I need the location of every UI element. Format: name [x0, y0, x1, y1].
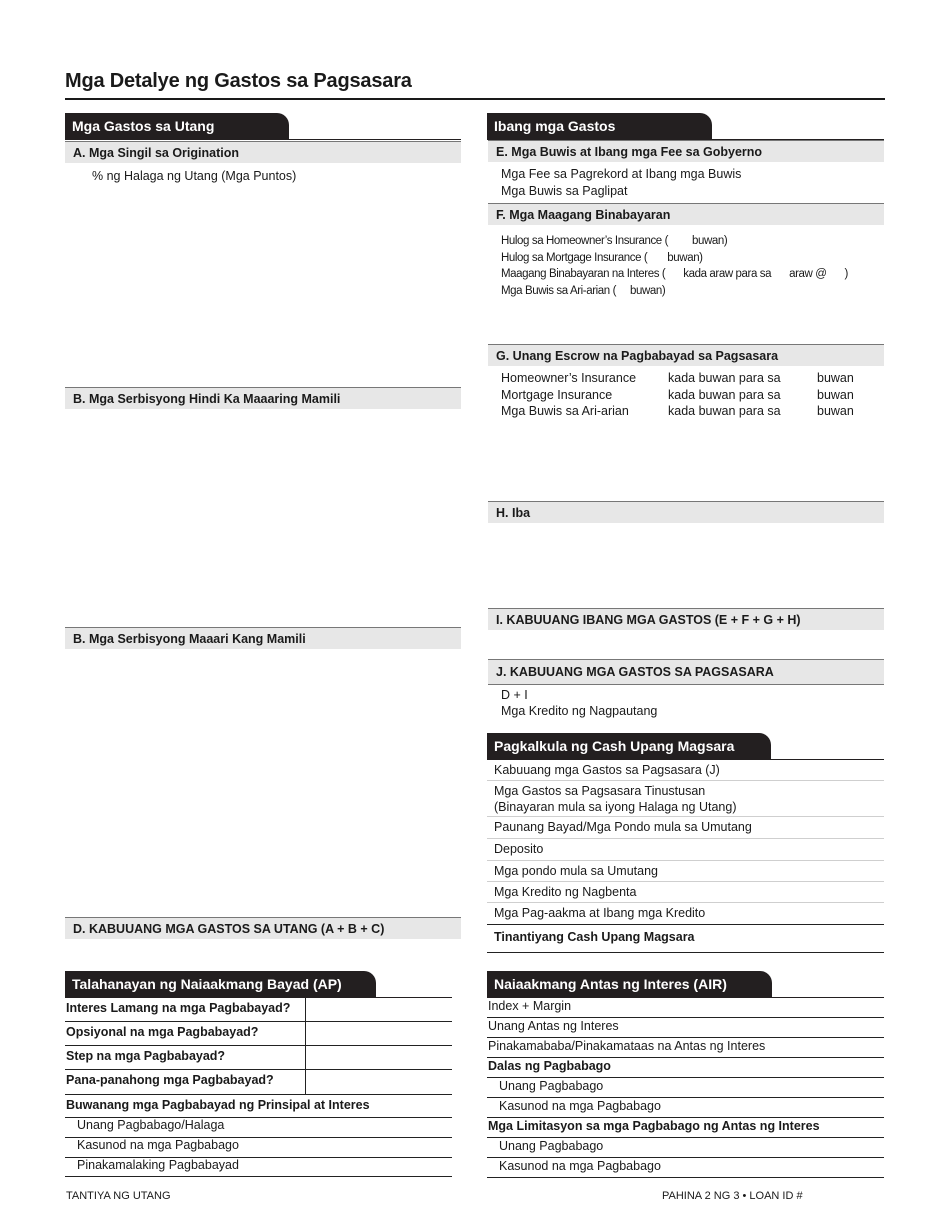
- footer-right: PAHINA 2 NG 3 • LOAN ID #: [662, 1190, 803, 1202]
- ap-value-cell: [305, 1022, 452, 1045]
- section-d-total-loan-costs: D. KABUUANG MGA GASTOS SA UTANG (A + B + C): [65, 917, 461, 939]
- section-f-header: F. Mga Maagang Binabayaran: [488, 203, 884, 225]
- air-row-limit-first-change: Unang Pagbabago: [487, 1138, 884, 1158]
- air-row-min-max-rate: Pinakamababa/Pinakamataas na Antas ng Interes: [487, 1038, 884, 1058]
- prepaid-interest: Maagang Binabayaran na Interes ( kada araw para sa araw @ ): [501, 268, 848, 280]
- other-costs-tab: Ibang mga Gastos: [487, 113, 712, 139]
- ap-value-cell: [305, 998, 452, 1021]
- section-b-cannot-shop-header: B. Mga Serbisyong Hindi Ka Maaaring Mamili: [65, 387, 461, 409]
- ap-row-seasonal-payments: Pana-panahong mga Pagbabayad?: [65, 1070, 452, 1095]
- page-title: Mga Detalye ng Gastos sa Pagsasara: [65, 70, 412, 92]
- ap-row-subsequent-changes: Kasunod na mga Pagbabago: [65, 1138, 452, 1158]
- lender-credits-label: Mga Kredito ng Nagpautang: [501, 704, 658, 718]
- section-g-header: G. Unang Escrow na Pagbabayad sa Pagsasara: [488, 344, 884, 366]
- air-row-limits-header: Mga Limitasyon sa mga Pagbabago ng Antas ng Interes: [487, 1118, 884, 1138]
- ap-row-optional-payments: Opsiyonal na mga Pagbabayad?: [65, 1022, 452, 1046]
- financed-costs-line2: (Binayaran mula sa iyong Halaga ng Utang): [494, 799, 737, 814]
- title-divider: [65, 98, 885, 100]
- section-j-total-closing-costs: J. KABUUANG MGA GASTOS SA PAGSASARA: [488, 659, 884, 685]
- cash-row-deposit: Deposito: [487, 839, 884, 861]
- financed-costs-line1: Mga Gastos sa Pagsasara Tinustusan: [494, 784, 706, 798]
- prepaid-homeowners-insurance: Hulog sa Homeowner’s Insurance ( buwan): [501, 235, 728, 247]
- section-h-header: H. Iba: [488, 501, 884, 523]
- d-plus-i-label: D + I: [501, 688, 528, 702]
- ap-row-first-change: Unang Pagbabago/Halaga: [65, 1118, 452, 1138]
- ap-row-step-payments: Step na mga Pagbabayad?: [65, 1046, 452, 1070]
- recording-fees-label: Mga Fee sa Pagrekord at Ibang mga Buwis: [501, 167, 742, 181]
- section-e-header: E. Mga Buwis at Ibang mga Fee sa Gobyerno: [488, 140, 884, 162]
- transfer-taxes-label: Mga Buwis sa Paglipat: [501, 184, 628, 198]
- cash-row-estimated-cash-to-close: Tinantiyang Cash Upang Magsara: [487, 925, 884, 953]
- ap-value-cell: [305, 1046, 452, 1069]
- air-row-subsequent-changes: Kasunod na mga Pagbabago: [487, 1098, 884, 1118]
- footer-left: TANTIYA NG UTANG: [66, 1190, 171, 1202]
- air-row-first-change: Unang Pagbabago: [487, 1078, 884, 1098]
- ap-row-interest-only: Interes Lamang na mga Pagbabayad?: [65, 998, 452, 1022]
- cash-row-total-closing-costs: Kabuuang mga Gastos sa Pagsasara (J): [487, 760, 884, 781]
- escrow-row: Mga Buwis sa Ari-arian kada buwan para sa buwan: [501, 404, 854, 418]
- origination-points-label: % ng Halaga ng Utang (Mga Puntos): [92, 169, 297, 183]
- air-row-limit-subsequent: Kasunod na mga Pagbabago: [487, 1158, 884, 1178]
- prepaid-property-taxes: Mga Buwis sa Ari-arian ( buwan): [501, 285, 666, 297]
- cash-to-close-tab: Pagkalkula ng Cash Upang Magsara: [487, 733, 771, 759]
- loan-costs-tab: Mga Gastos sa Utang: [65, 113, 289, 139]
- prepaid-mortgage-insurance: Hulog sa Mortgage Insurance ( buwan): [501, 252, 703, 264]
- loan-costs-rule: [65, 139, 461, 140]
- air-row-change-frequency: Dalas ng Pagbabago: [487, 1058, 884, 1078]
- ap-row-monthly-pi: Buwanang mga Pagbabayad ng Prinsipal at Interes: [65, 1095, 452, 1118]
- escrow-row: Homeowner’s Insurance kada buwan para sa buwan: [501, 371, 854, 385]
- air-row-index-margin: Index + Margin: [487, 998, 884, 1018]
- cash-row-seller-credits: Mga Kredito ng Nagbenta: [487, 882, 884, 903]
- section-b-can-shop-header: B. Mga Serbisyong Maaari Kang Mamili: [65, 627, 461, 649]
- cash-row-adjustments: Mga Pag-aakma at Ibang mga Kredito: [487, 903, 884, 925]
- section-a-header: A. Mga Singil sa Origination: [65, 141, 461, 163]
- cash-row-borrower-funds: Mga pondo mula sa Umutang: [487, 861, 884, 882]
- cash-row-financed-costs: [487, 781, 884, 817]
- air-table-tab: Naiaakmang Antas ng Interes (AIR): [487, 971, 772, 997]
- escrow-row: Mortgage Insurance kada buwan para sa buwan: [501, 387, 854, 402]
- ap-value-cell: [305, 1070, 452, 1094]
- air-row-initial-rate: Unang Antas ng Interes: [487, 1018, 884, 1038]
- ap-table-tab: Talahanayan ng Naiaakmang Bayad (AP): [65, 971, 376, 997]
- ap-row-maximum-payment: Pinakamalaking Pagbabayad: [65, 1158, 452, 1177]
- section-i-total-other-costs: I. KABUUANG IBANG MGA GASTOS (E + F + G + H): [488, 608, 884, 630]
- cash-row-down-payment: Paunang Bayad/Mga Pondo mula sa Umutang: [487, 817, 884, 839]
- escrow-list: [501, 370, 884, 420]
